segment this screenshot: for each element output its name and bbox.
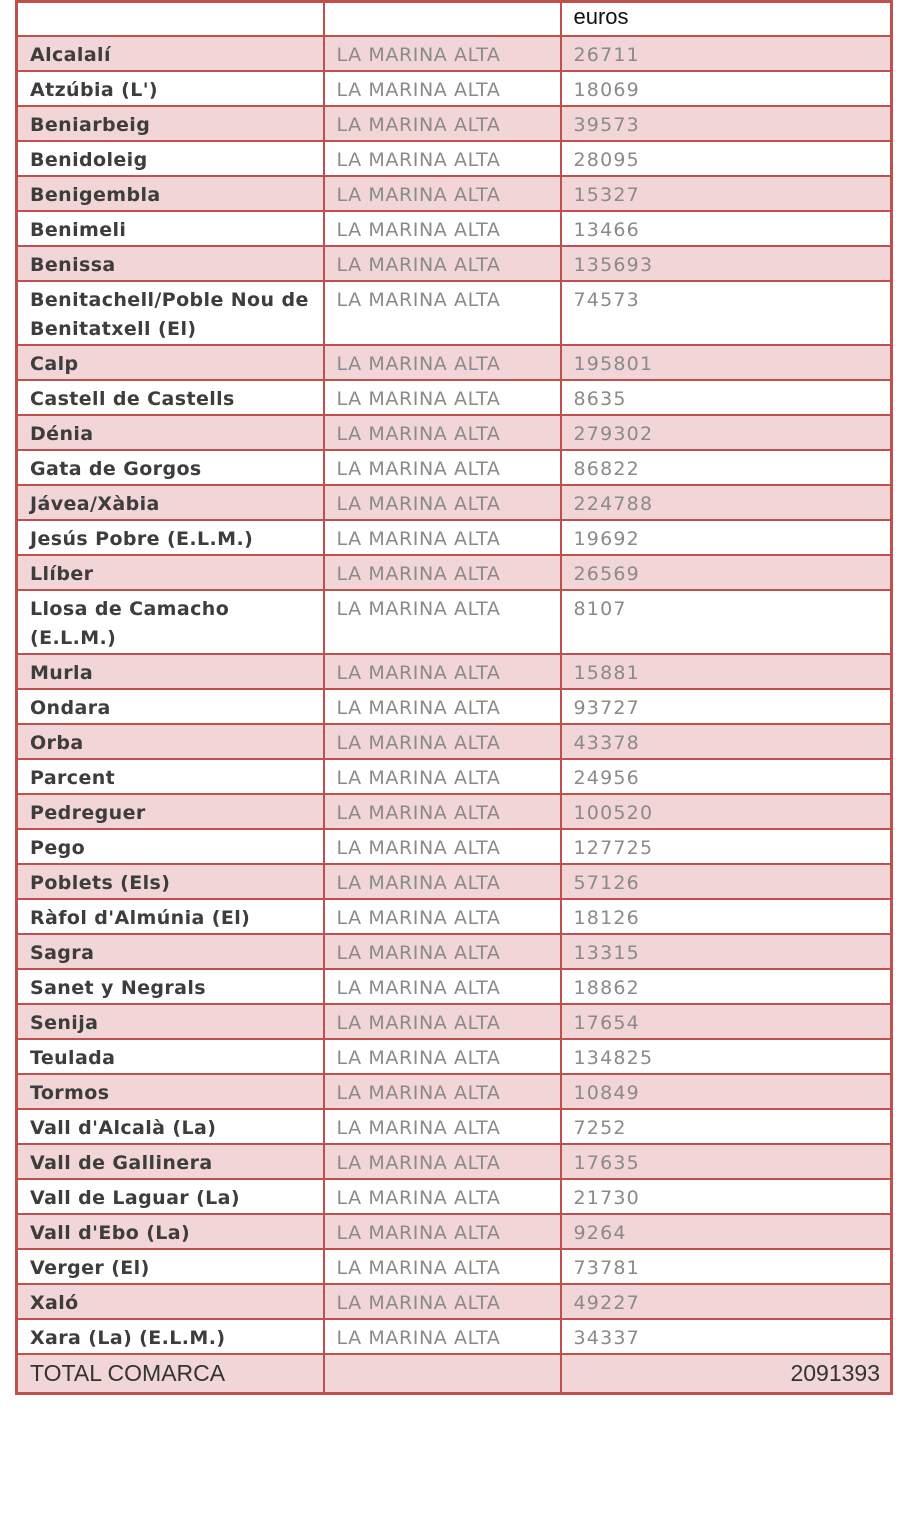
municipio-cell: Benidoleig — [17, 141, 324, 176]
municipio-cell: Parcent — [17, 759, 324, 794]
municipio-cell: Xara (La) (E.L.M.) — [17, 1319, 324, 1354]
table-row — [17, 36, 892, 71]
comarca-cell: LA MARINA ALTA — [324, 281, 561, 345]
municipio-cell: Xaló — [17, 1284, 324, 1319]
euros-cell: 24956 — [561, 759, 892, 794]
euros-cell: 57126 — [561, 864, 892, 899]
euros-cell: 21730 — [561, 1179, 892, 1214]
table-row — [17, 864, 892, 899]
comarca-cell: LA MARINA ALTA — [324, 1039, 561, 1074]
municipio-cell: Alcalalí — [17, 36, 324, 71]
municipio-cell: Vall d'Ebo (La) — [17, 1214, 324, 1249]
comarca-cell: LA MARINA ALTA — [324, 71, 561, 106]
table-row — [17, 1074, 892, 1109]
comarca-cell: LA MARINA ALTA — [324, 450, 561, 485]
municipio-cell: Benigembla — [17, 176, 324, 211]
euros-cell: 224788 — [561, 485, 892, 520]
table-row — [17, 590, 892, 654]
comarca-cell: LA MARINA ALTA — [324, 654, 561, 689]
euros-cell: 43378 — [561, 724, 892, 759]
municipio-cell: Vall de Laguar (La) — [17, 1179, 324, 1214]
comarca-cell: LA MARINA ALTA — [324, 724, 561, 759]
table-row — [17, 415, 892, 450]
table-row — [17, 380, 892, 415]
table-row — [17, 176, 892, 211]
municipio-cell: Calp — [17, 345, 324, 380]
comarca-cell: LA MARINA ALTA — [324, 380, 561, 415]
euros-cell: 100520 — [561, 794, 892, 829]
municipio-cell: Benimeli — [17, 211, 324, 246]
euros-cell: 8635 — [561, 380, 892, 415]
municipio-cell: Vall d'Alcalà (La) — [17, 1109, 324, 1144]
euros-cell: 93727 — [561, 689, 892, 724]
euros-cell: 9264 — [561, 1214, 892, 1249]
table-row — [17, 1144, 892, 1179]
municipio-cell: Sanet y Negrals — [17, 969, 324, 1004]
comarca-cell: LA MARINA ALTA — [324, 1249, 561, 1284]
comarca-cell: LA MARINA ALTA — [324, 899, 561, 934]
total-empty-cell — [324, 1354, 561, 1394]
comarca-cell: LA MARINA ALTA — [324, 141, 561, 176]
table-header-row — [17, 2, 892, 36]
euros-cell: 34337 — [561, 1319, 892, 1354]
euros-cell: 15881 — [561, 654, 892, 689]
comarca-cell: LA MARINA ALTA — [324, 36, 561, 71]
comarca-cell: LA MARINA ALTA — [324, 106, 561, 141]
municipio-cell: Orba — [17, 724, 324, 759]
table-row — [17, 345, 892, 380]
municipio-cell: Beniarbeig — [17, 106, 324, 141]
header-cell-municipio — [17, 2, 324, 36]
euros-cell: 195801 — [561, 345, 892, 380]
comarca-cell: LA MARINA ALTA — [324, 794, 561, 829]
municipio-cell: Tormos — [17, 1074, 324, 1109]
table-row — [17, 1214, 892, 1249]
euros-cell: 135693 — [561, 246, 892, 281]
euros-cell: 39573 — [561, 106, 892, 141]
table-row — [17, 794, 892, 829]
comarca-cell: LA MARINA ALTA — [324, 689, 561, 724]
municipio-cell: Jesús Pobre (E.L.M.) — [17, 520, 324, 555]
table-row — [17, 654, 892, 689]
euros-cell: 26711 — [561, 36, 892, 71]
table-row — [17, 689, 892, 724]
table-row — [17, 1319, 892, 1354]
table-row — [17, 141, 892, 176]
municipio-cell: Ràfol d'Almúnia (El) — [17, 899, 324, 934]
comarca-cell: LA MARINA ALTA — [324, 1074, 561, 1109]
total-label: TOTAL COMARCA — [17, 1354, 324, 1394]
euros-cell: 17635 — [561, 1144, 892, 1179]
euros-cell: 127725 — [561, 829, 892, 864]
comarca-cell: LA MARINA ALTA — [324, 211, 561, 246]
table-row — [17, 1284, 892, 1319]
euros-cell: 18126 — [561, 899, 892, 934]
municipio-cell: Benitachell/Poble Nou de Benitatxell (El) — [17, 281, 324, 345]
euros-cell: 8107 — [561, 590, 892, 654]
euros-cell: 26569 — [561, 555, 892, 590]
header-cell-comarca — [324, 2, 561, 36]
comarca-cell: LA MARINA ALTA — [324, 176, 561, 211]
comarca-cell: LA MARINA ALTA — [324, 246, 561, 281]
comarca-cell: LA MARINA ALTA — [324, 1284, 561, 1319]
table-row — [17, 555, 892, 590]
municipio-cell: Pego — [17, 829, 324, 864]
table-row — [17, 1249, 892, 1284]
euros-cell: 49227 — [561, 1284, 892, 1319]
municipio-cell: Dénia — [17, 415, 324, 450]
municipio-cell: Teulada — [17, 1039, 324, 1074]
table-row — [17, 1179, 892, 1214]
comarca-cell: LA MARINA ALTA — [324, 555, 561, 590]
comarca-cell: LA MARINA ALTA — [324, 1109, 561, 1144]
table-row — [17, 71, 892, 106]
euros-cell: 74573 — [561, 281, 892, 345]
table-row — [17, 1109, 892, 1144]
euros-cell: 10849 — [561, 1074, 892, 1109]
municipio-cell: Senija — [17, 1004, 324, 1039]
table-row — [17, 899, 892, 934]
euros-cell: 13315 — [561, 934, 892, 969]
municipio-cell: Atzúbia (L') — [17, 71, 324, 106]
euros-cell: 13466 — [561, 211, 892, 246]
municipio-cell: Llíber — [17, 555, 324, 590]
table-row — [17, 520, 892, 555]
table-row — [17, 1039, 892, 1074]
table-row — [17, 829, 892, 864]
comarca-cell: LA MARINA ALTA — [324, 829, 561, 864]
comarca-cell: LA MARINA ALTA — [324, 1144, 561, 1179]
table-row — [17, 724, 892, 759]
municipio-cell: Murla — [17, 654, 324, 689]
euros-cell: 279302 — [561, 415, 892, 450]
header-cell-unit: euros — [561, 2, 892, 36]
total-amount: 2091393 — [561, 1354, 892, 1394]
table-row — [17, 759, 892, 794]
municipio-cell: Ondara — [17, 689, 324, 724]
municipio-cell: Vall de Gallinera — [17, 1144, 324, 1179]
euros-cell: 15327 — [561, 176, 892, 211]
table-row — [17, 281, 892, 345]
euros-cell: 18862 — [561, 969, 892, 1004]
euros-cell: 73781 — [561, 1249, 892, 1284]
table-body — [17, 2, 892, 1394]
euros-cell: 17654 — [561, 1004, 892, 1039]
municipio-cell: Pedreguer — [17, 794, 324, 829]
comarca-cell: LA MARINA ALTA — [324, 590, 561, 654]
table-row — [17, 246, 892, 281]
comarca-cell: LA MARINA ALTA — [324, 934, 561, 969]
municipio-cell: Sagra — [17, 934, 324, 969]
table-row — [17, 450, 892, 485]
comarca-cell: LA MARINA ALTA — [324, 1004, 561, 1039]
comarca-cell: LA MARINA ALTA — [324, 1319, 561, 1354]
table-row — [17, 969, 892, 1004]
table-row — [17, 485, 892, 520]
comarca-cell: LA MARINA ALTA — [324, 1214, 561, 1249]
table-row — [17, 1004, 892, 1039]
euros-cell: 86822 — [561, 450, 892, 485]
municipio-cell: Jávea/Xàbia — [17, 485, 324, 520]
table-row — [17, 106, 892, 141]
municipio-cell: Benissa — [17, 246, 324, 281]
euros-cell: 28095 — [561, 141, 892, 176]
table-row — [17, 211, 892, 246]
euros-cell: 19692 — [561, 520, 892, 555]
municipio-cell: Poblets (Els) — [17, 864, 324, 899]
municipio-cell: Llosa de Camacho (E.L.M.) — [17, 590, 324, 654]
comarca-cell: LA MARINA ALTA — [324, 415, 561, 450]
subsidy-table — [15, 0, 893, 1395]
table-row — [17, 934, 892, 969]
comarca-cell: LA MARINA ALTA — [324, 345, 561, 380]
total-row — [17, 1354, 892, 1394]
municipio-cell: Castell de Castells — [17, 380, 324, 415]
comarca-cell: LA MARINA ALTA — [324, 1179, 561, 1214]
comarca-cell: LA MARINA ALTA — [324, 485, 561, 520]
euros-cell: 7252 — [561, 1109, 892, 1144]
euros-cell: 18069 — [561, 71, 892, 106]
comarca-cell: LA MARINA ALTA — [324, 520, 561, 555]
comarca-cell: LA MARINA ALTA — [324, 969, 561, 1004]
comarca-cell: LA MARINA ALTA — [324, 864, 561, 899]
municipio-cell: Gata de Gorgos — [17, 450, 324, 485]
euros-cell: 134825 — [561, 1039, 892, 1074]
municipio-cell: Verger (El) — [17, 1249, 324, 1284]
comarca-cell: LA MARINA ALTA — [324, 759, 561, 794]
